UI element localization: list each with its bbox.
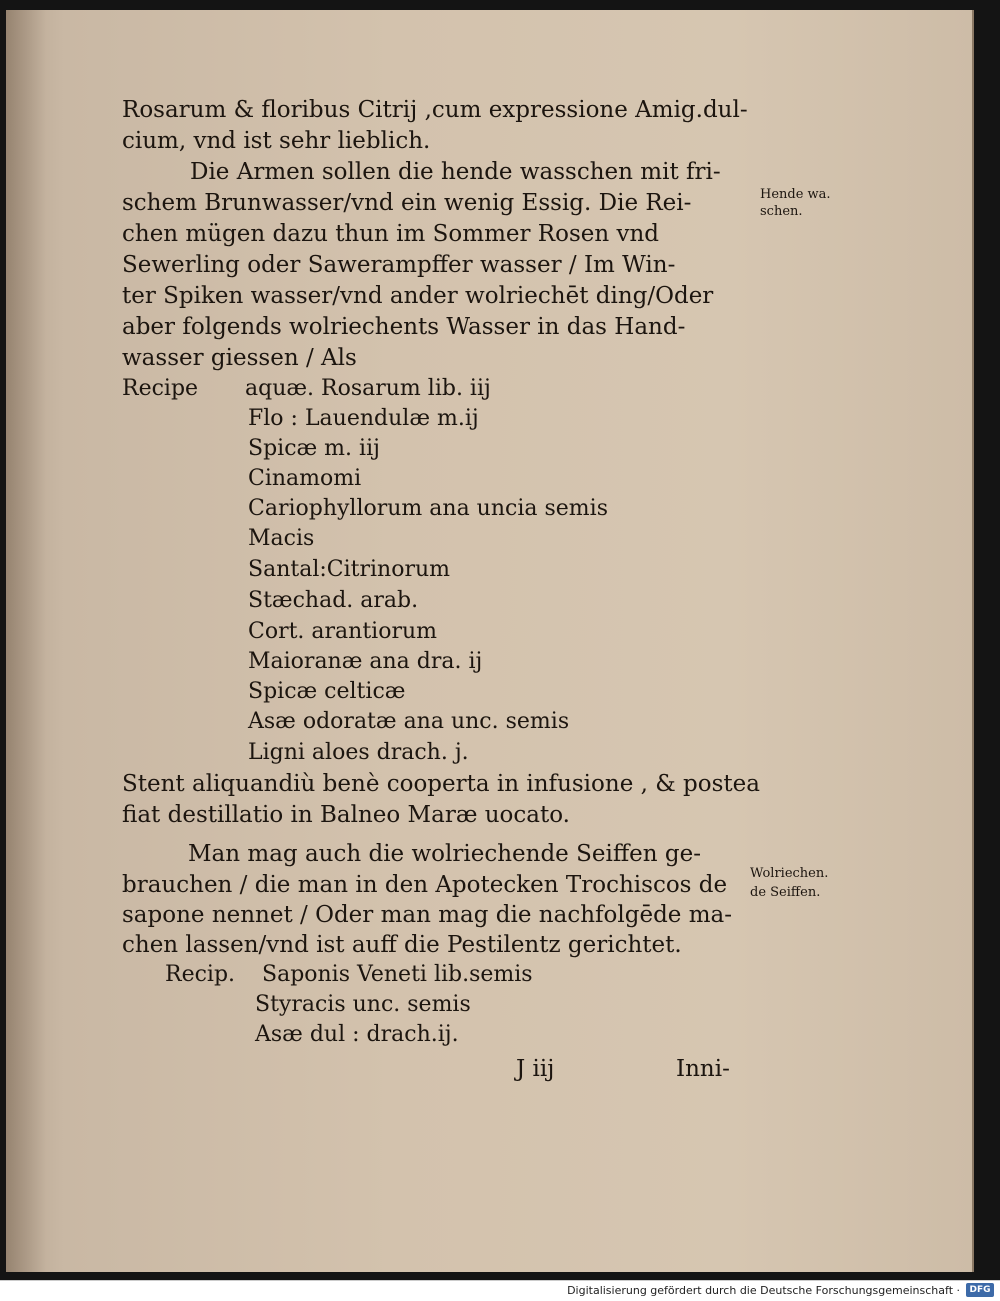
recipe-item: Asæ dul : drach.ij. bbox=[255, 1022, 459, 1047]
text-line: chen lassen/vnd ist auff die Pestilentz gerichtet. bbox=[122, 932, 682, 958]
text-line: chen mügen dazu thun im Sommer Rosen vnd bbox=[122, 221, 660, 247]
recipe-item: Cinamomi bbox=[248, 466, 362, 491]
margin-note-soap: de Seiffen. bbox=[750, 885, 821, 900]
recipe-item: Cort. arantiorum bbox=[248, 619, 438, 644]
recipe-item: Flo : Lauendulæ m.ij bbox=[248, 406, 479, 431]
text-line: fiat destillatio in Balneo Maræ uocato. bbox=[122, 802, 570, 828]
text-line: ter Spiken wasser/vnd ander wolriechēt ding/Oder bbox=[122, 283, 714, 309]
recipe-item: Santal:Citrinorum bbox=[248, 557, 450, 582]
dfg-logo-icon: DFG bbox=[966, 1283, 994, 1297]
text-line: Stent aliquandiù benè cooperta in infusione , & postea bbox=[122, 771, 760, 797]
recipe-item: Asæ odoratæ ana unc. semis bbox=[248, 709, 570, 734]
recipe-item: Styracis unc. semis bbox=[255, 992, 471, 1017]
catchword: Inni- bbox=[676, 1056, 730, 1082]
recipe-item: Saponis Veneti lib.semis bbox=[262, 962, 533, 987]
recipe-item: Stæchad. arab. bbox=[248, 588, 419, 613]
recipe-item: Ligni aloes drach. j. bbox=[248, 740, 469, 765]
text-line: wasser giessen / Als bbox=[122, 345, 357, 371]
text-line: sapone nennet / Oder man mag die nachfolgēde ma- bbox=[122, 902, 733, 928]
recipe-item: Macis bbox=[248, 526, 315, 551]
text-line: Sewerling oder Sawerampffer wasser / Im Win- bbox=[122, 252, 676, 278]
margin-note-soap: Wolriechen. bbox=[750, 866, 829, 881]
text-line: brauchen / die man in den Apotecken Trochiscos de bbox=[122, 872, 728, 898]
recipe-item: Spicæ celticæ bbox=[248, 679, 406, 704]
recipe-label: Recipe bbox=[122, 376, 199, 401]
text-line: Man mag auch die wolriechende Seiffen ge- bbox=[188, 841, 701, 867]
text-line: cium, vnd ist sehr lieblich. bbox=[122, 128, 431, 154]
text-line: Die Armen sollen die hende wasschen mit fri- bbox=[190, 159, 721, 185]
recipe-item: Cariophyllorum ana uncia semis bbox=[248, 496, 608, 521]
text-line: schem Brunwasser/vnd ein wenig Essig. Die Rei- bbox=[122, 190, 692, 216]
text-line: Rosarum & floribus Citrij ,cum expressione Amig.dul- bbox=[122, 97, 748, 123]
margin-note-hands: Hende wa. bbox=[760, 187, 831, 202]
recipe-item: Maioranæ ana dra. ij bbox=[248, 649, 483, 674]
footer-credit: Digitalisierung gefördert durch die Deutsche Forschungsgemeinschaft · bbox=[567, 1284, 960, 1297]
recipe-item: Spicæ m. iij bbox=[248, 436, 380, 461]
text-line: aber folgends wolriechents Wasser in das Hand- bbox=[122, 314, 686, 340]
recipe-item: aquæ. Rosarum lib. iij bbox=[245, 376, 491, 401]
margin-note-hands: schen. bbox=[760, 204, 803, 219]
signature-mark: J iij bbox=[516, 1056, 555, 1082]
recipe-label: Recip. bbox=[165, 962, 236, 987]
